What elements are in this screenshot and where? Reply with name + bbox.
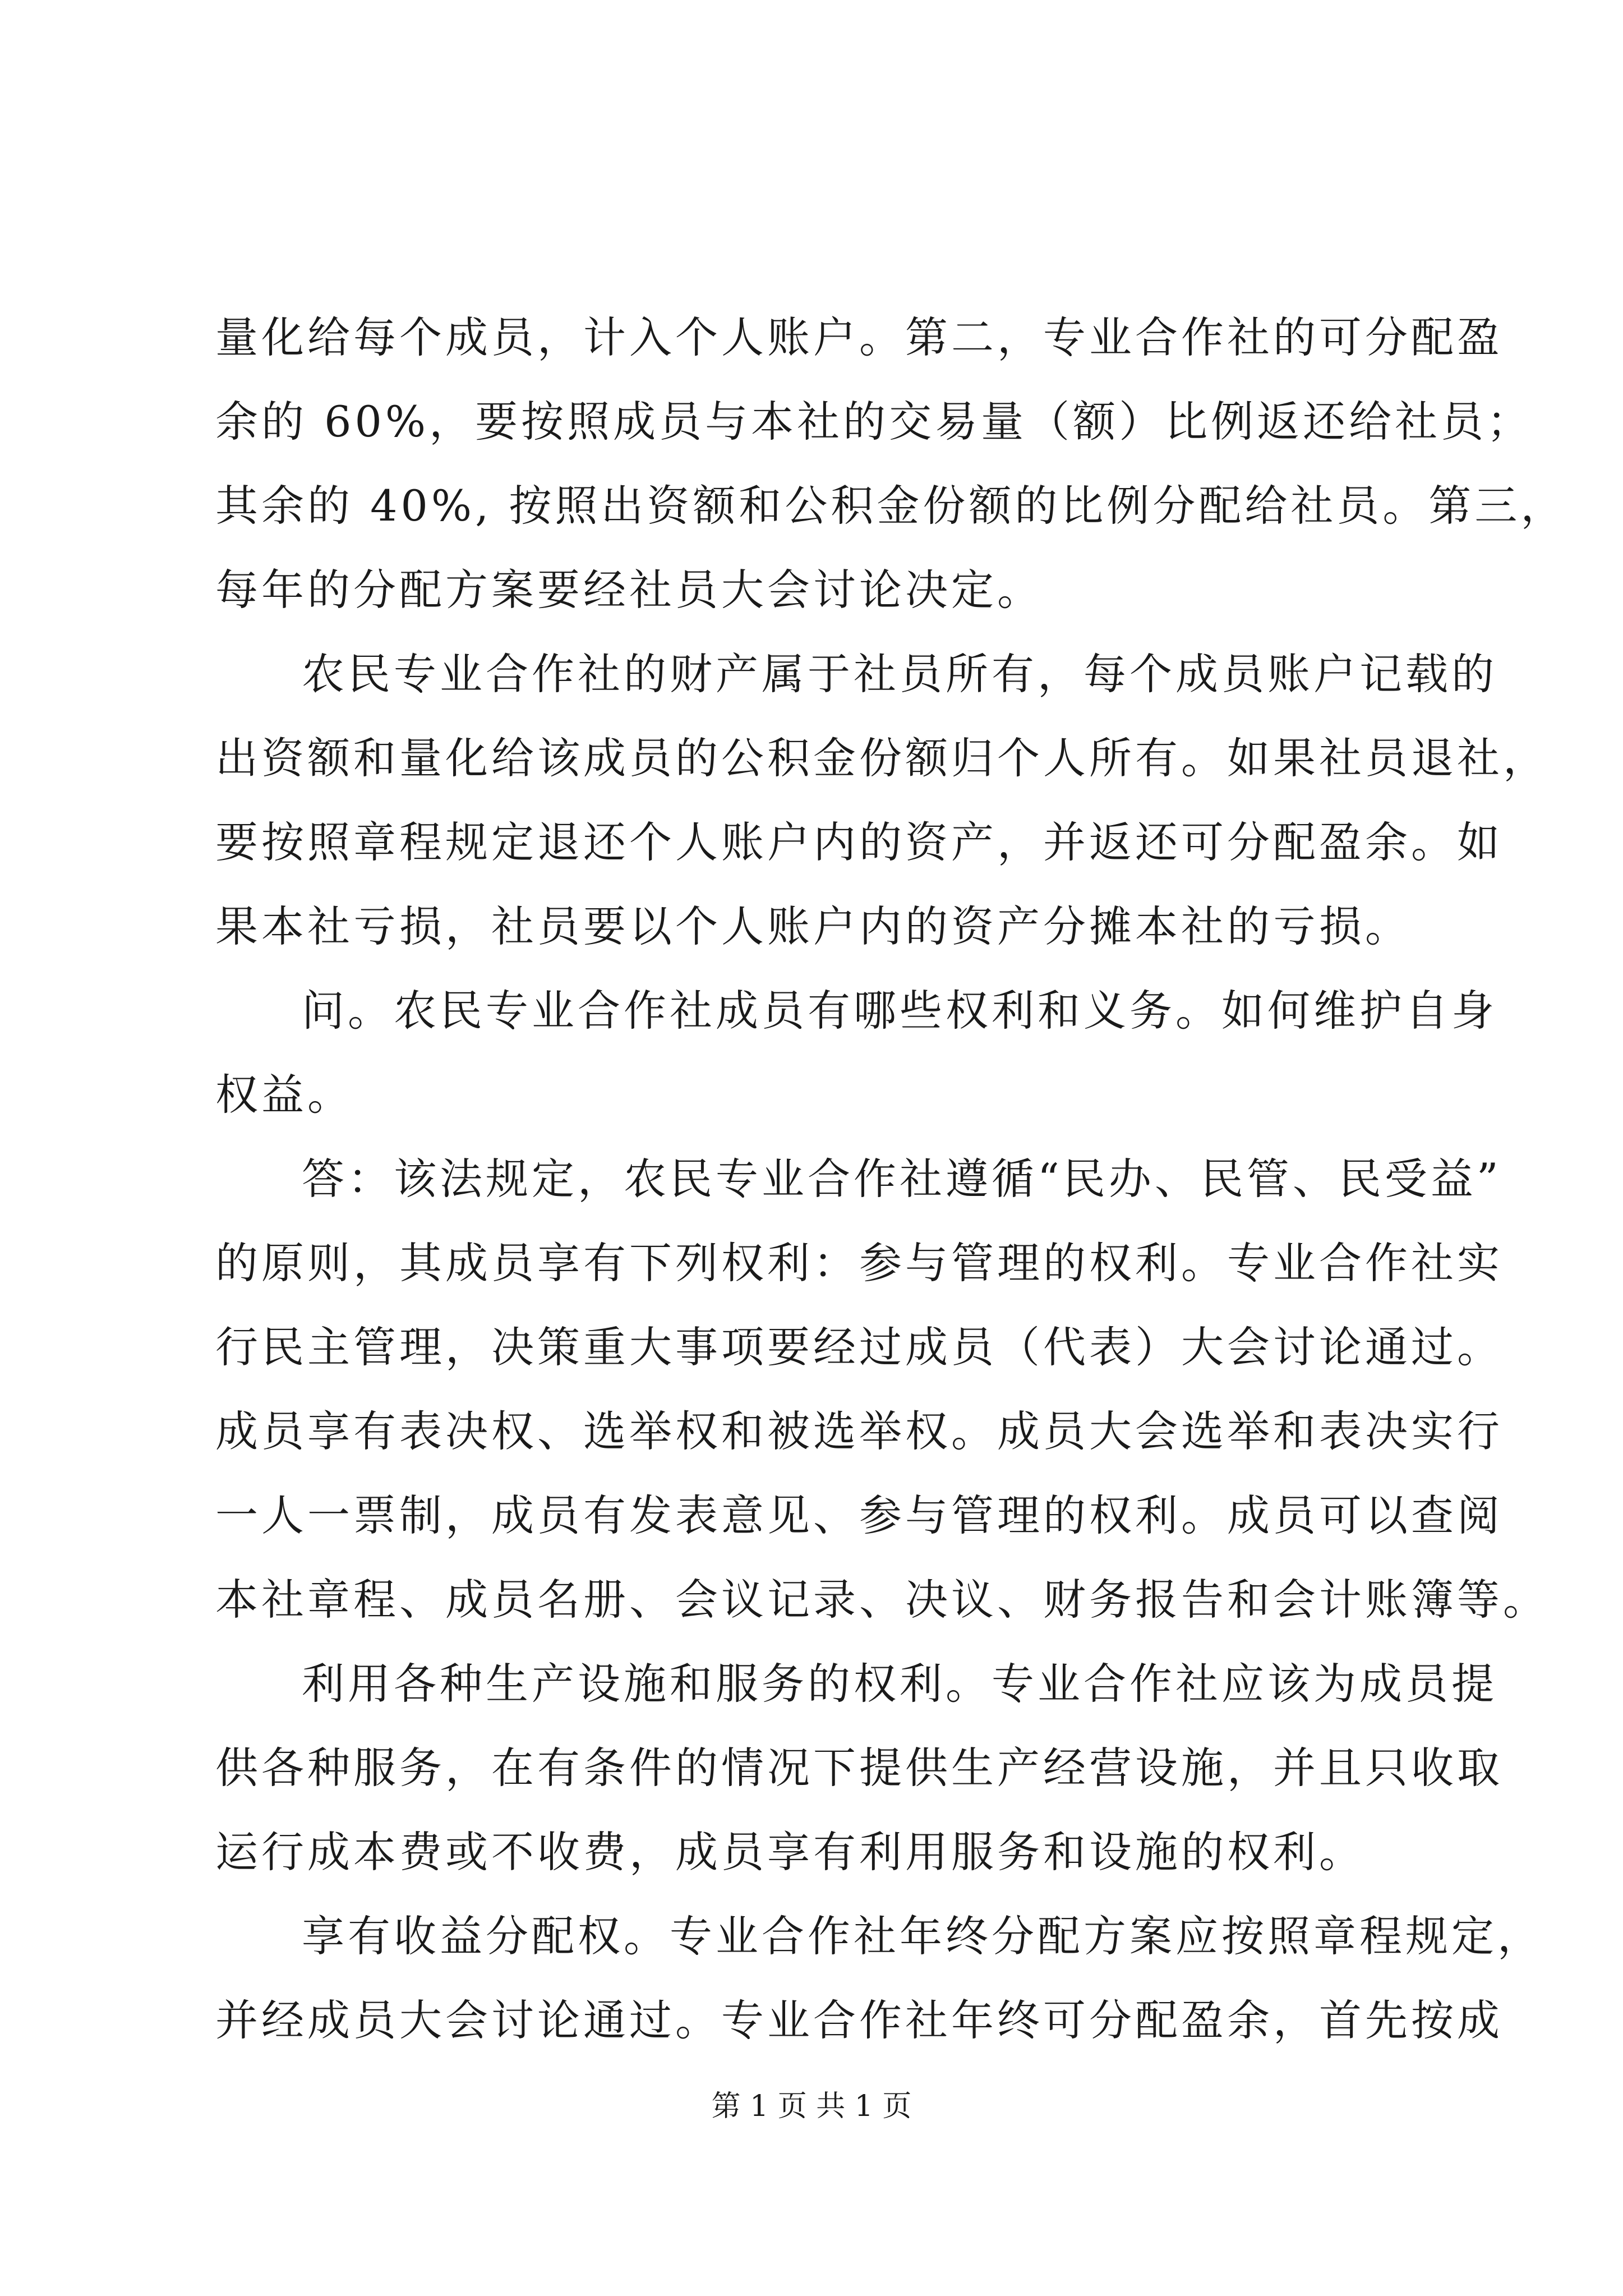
text-line: 其余的 40%, 按照出资额和公积金份额的比例分配给社员。第三， (215, 481, 1567, 531)
text-line: 的原则，其成员享有下列权利：参与管理的权利。专业合作社实 (215, 1238, 1503, 1288)
question-line: 问。农民专业合作社成员有哪些权利和义务。如何维护自身 (302, 986, 1497, 1036)
text-line: 每年的分配方案要经社员大会讨论决定。 (215, 565, 1043, 615)
text-line: 行民主管理，决策重大事项要经过成员（代表）大会讨论通过。 (215, 1322, 1503, 1372)
text-line: 出资额和量化给该成员的公积金份额归个人所有。如果社员退社， (215, 733, 1549, 783)
paragraph-first-line: 农民专业合作社的财产属于社员所有，每个成员账户记载的 (302, 649, 1497, 699)
text-line: 权益。 (215, 1070, 353, 1120)
text-line: 成员享有表决权、选举权和被选举权。成员大会选举和表决实行 (215, 1406, 1503, 1456)
text-line: 余的 60%，要按照成员与本社的交易量（额）比例返还给社员； (215, 397, 1533, 447)
text-line: 供各种服务，在有条件的情况下提供生产经营设施，并且只收取 (215, 1743, 1503, 1793)
text-line: 量化给每个成员，计入个人账户。第二，专业合作社的可分配盈 (215, 312, 1503, 362)
page-number-footer: 第 1 页 共 1 页 (711, 2090, 912, 2123)
text-line: 果本社亏损，社员要以个人账户内的资产分摊本社的亏损。 (215, 901, 1411, 951)
text-line: 本社章程、成员名册、会议记录、决议、财务报告和会计账簿等。 (215, 1575, 1549, 1625)
paragraph-first-line: 享有收益分配权。专业合作社年终分配方案应按照章程规定， (302, 1911, 1543, 1961)
text-line: 运行成本费或不收费，成员享有利用服务和设施的权利。 (215, 1827, 1365, 1877)
text-line: 要按照章程规定退还个人账户内的资产，并返还可分配盈余。如 (215, 817, 1503, 867)
text-line: 一人一票制，成员有发表意见、参与管理的权利。成员可以查阅 (215, 1490, 1503, 1540)
text-line: 并经成员大会讨论通过。专业合作社年终可分配盈余，首先按成 (215, 1995, 1503, 2045)
answer-first-line: 答：该法规定，农民专业合作社遵循“民办、民管、民受益” (302, 1154, 1502, 1204)
paragraph-first-line: 利用各种生产设施和服务的权利。专业合作社应该为成员提 (302, 1659, 1497, 1709)
